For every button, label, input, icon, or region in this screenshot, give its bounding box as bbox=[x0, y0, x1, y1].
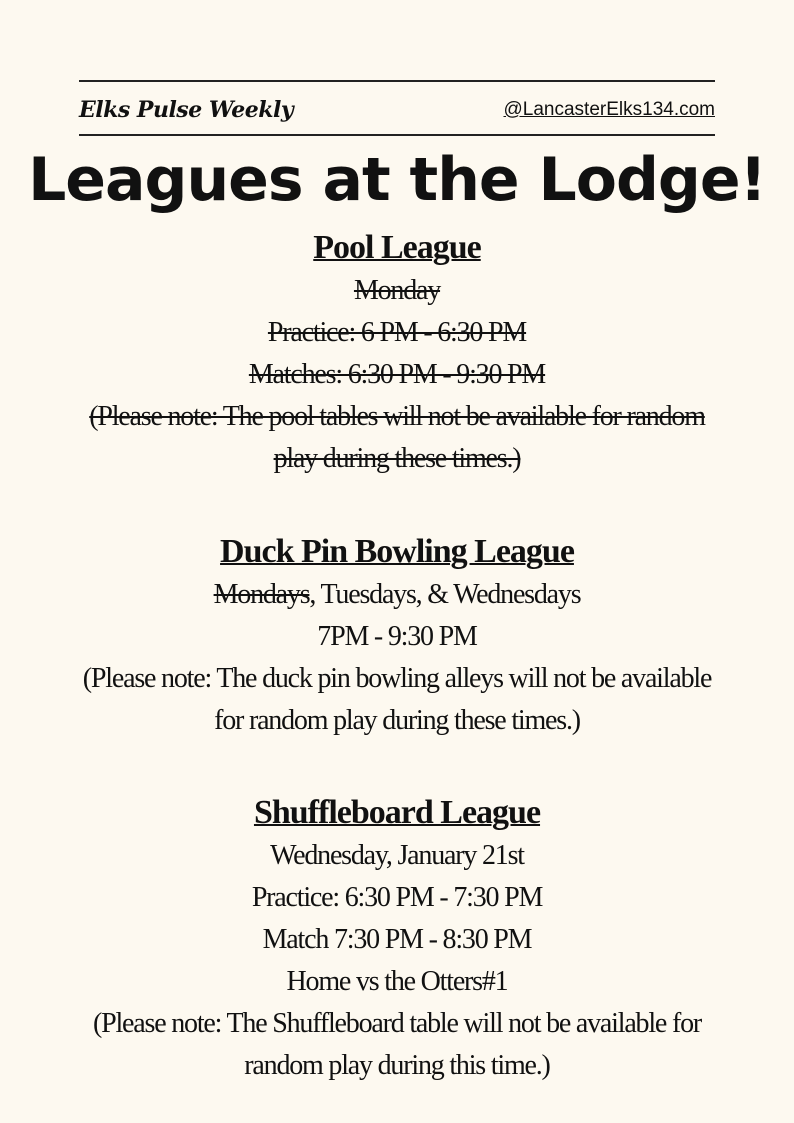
page-title: Leagues at the Lodge! bbox=[28, 145, 766, 215]
shuffleboard-match: Match 7:30 PM - 8:30 PM bbox=[262, 924, 532, 955]
top-rule bbox=[79, 80, 715, 82]
shuffleboard-note-line2: random play during this time.) bbox=[244, 1050, 550, 1081]
pool-day: Monday bbox=[353, 275, 441, 306]
duckpin-note-line2: for random play during these times.) bbox=[214, 705, 580, 736]
shuffleboard-note-line1: (Please note: The Shuffleboard table will not be available for bbox=[92, 1008, 702, 1039]
pool-matches: Matches: 6:30 PM - 9:30 PM bbox=[248, 359, 546, 390]
duckpin-days-rest: , Tuesdays, & Wednesdays bbox=[309, 579, 581, 610]
pool-title: Pool League bbox=[313, 229, 481, 266]
shuffleboard-practice: Practice: 6:30 PM - 7:30 PM bbox=[251, 882, 543, 913]
duckpin-days bbox=[0, 574, 794, 616]
shuffleboard-section bbox=[0, 791, 794, 1087]
shuffleboard-title: Shuffleboard League bbox=[253, 794, 541, 831]
pool-practice: Practice: 6 PM - 6:30 PM bbox=[267, 317, 527, 348]
masthead bbox=[79, 92, 715, 128]
duckpin-note-line1: (Please note: The duck pin bowling alleys will not be available bbox=[82, 663, 712, 694]
duckpin-day-struck: Mondays bbox=[213, 579, 310, 610]
shuffleboard-date: Wednesday, January 21st bbox=[270, 840, 524, 871]
duckpin-time: 7PM - 9:30 PM bbox=[317, 621, 477, 652]
bottom-rule bbox=[79, 134, 715, 136]
brand-logo: Elks Pulse Weekly bbox=[79, 97, 294, 123]
pool-section bbox=[0, 226, 794, 480]
pool-note-line1: (Please note: The pool tables will not be available for random bbox=[89, 401, 705, 432]
shuffleboard-opponent: Home vs the Otters#1 bbox=[286, 966, 508, 997]
duckpin-title: Duck Pin Bowling League bbox=[220, 533, 574, 570]
pool-note-line2: play during these times.) bbox=[273, 443, 521, 474]
website-link[interactable]: @LancasterElks134.com bbox=[503, 99, 715, 120]
duckpin-section bbox=[0, 530, 794, 742]
